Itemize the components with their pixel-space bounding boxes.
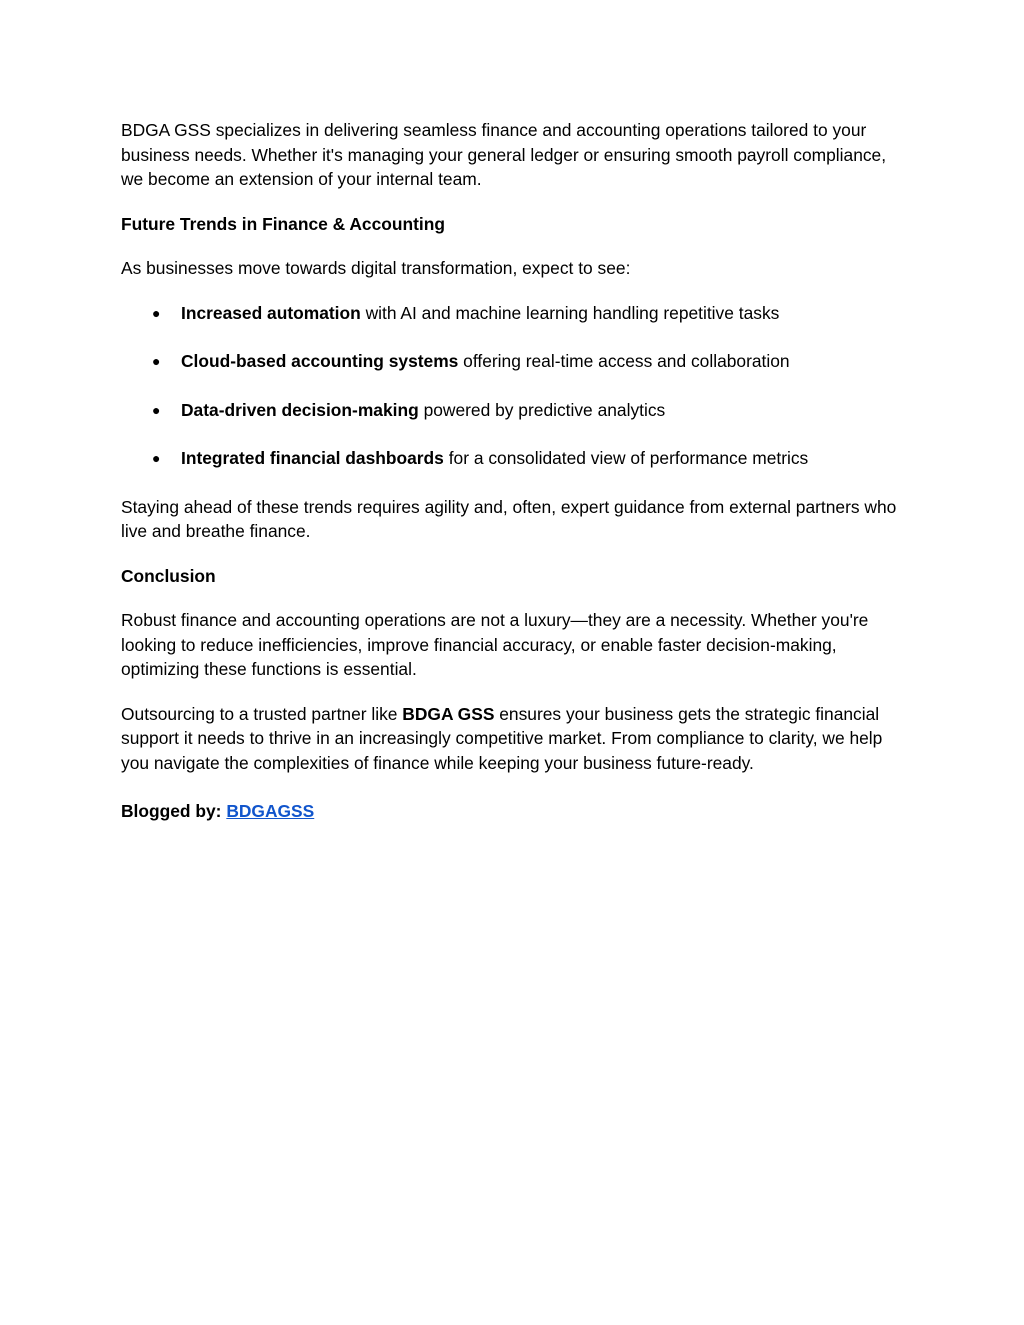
conclusion-paragraph-1: Robust finance and accounting operations are not a luxury—they are a necessity. Whether you're looking to reduce inefficiencies, improve financial accuracy, or enable faster decision-making, optimizing these functions is essential. xyxy=(121,610,869,679)
bullet-icon: ● xyxy=(152,353,161,369)
list-item xyxy=(121,446,911,471)
list-item-bold: Integrated financial dashboards xyxy=(181,448,444,468)
list-item-text: powered by predictive analytics xyxy=(418,399,666,420)
conclusion-paragraph-2 xyxy=(121,702,911,776)
list-item-text: for a consolidated view of performance metrics xyxy=(443,448,809,468)
byline xyxy=(121,799,911,824)
list-item xyxy=(121,398,911,423)
list-item xyxy=(121,301,911,326)
byline-label: Blogged by: xyxy=(121,801,227,821)
trends-heading: Future Trends in Finance & Accounting xyxy=(121,213,446,234)
bullet-icon: ● xyxy=(152,401,161,418)
list-item-bold: Cloud-based accounting systems xyxy=(181,351,459,371)
conclusion-heading: Conclusion xyxy=(121,565,216,586)
bullet-icon: ● xyxy=(152,304,161,321)
list-item xyxy=(121,349,911,374)
paragraph-text: ensures your business gets the strategic financial support it needs to thrive in an increasingly competitive market. From compliance to clarity, we help you navigate the complexities of finance while keeping your business future-ready. xyxy=(121,703,883,773)
intro-paragraph: BDGA GSS specializes in delivering seamless finance and accounting operations tailored to your business needs. Whether it's managing your general ledger or ensuring smooth payroll compliance, we become an extension of your internal team. xyxy=(121,120,887,189)
document-page xyxy=(121,118,911,824)
bullet-icon: ● xyxy=(152,450,161,466)
list-item-text: offering real-time access and collaboration xyxy=(458,351,790,371)
trends-list xyxy=(121,301,911,471)
paragraph-text: Outsourcing to a trusted partner like xyxy=(121,703,403,724)
trends-lead-paragraph: As businesses move towards digital transformation, expect to see: xyxy=(121,258,631,278)
list-item-bold: Data-driven decision-making xyxy=(181,399,419,420)
author-link[interactable]: BDGAGSS xyxy=(226,801,315,821)
trends-closing-paragraph: Staying ahead of these trends requires agility and, often, expert guidance from external partners who live and breathe finance. xyxy=(121,496,897,541)
list-item-bold: Increased automation xyxy=(181,302,361,323)
company-name: BDGA GSS xyxy=(402,703,495,724)
list-item-text: with AI and machine learning handling repetitive tasks xyxy=(360,302,780,323)
